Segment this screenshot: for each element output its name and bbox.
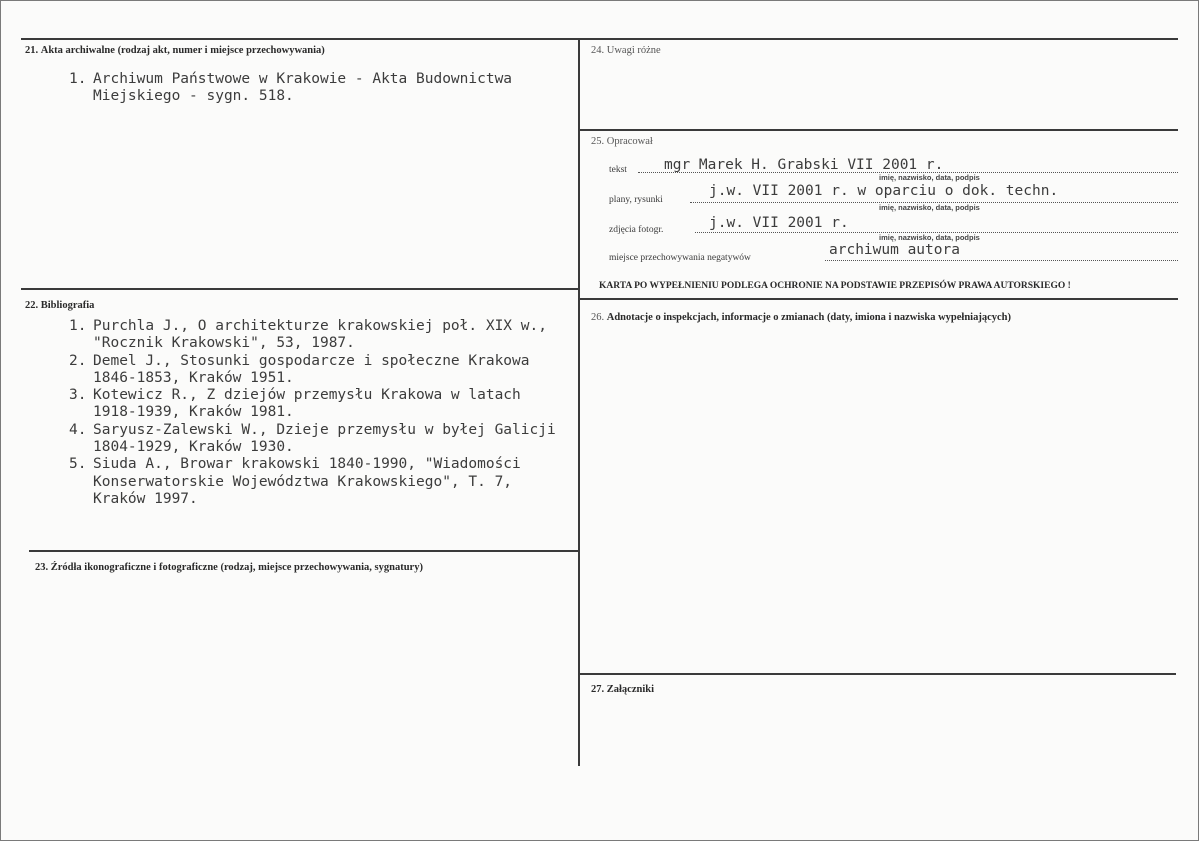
section-27-header [591,684,654,695]
section-24-title: Uwagi różne [606,45,661,56]
section-25-number: 25. [591,136,605,147]
rule-26-27 [580,673,1176,675]
plany-label: plany, rysunki [609,195,663,205]
archival-records-list [69,71,569,106]
tekst-value: mgr Marek H. Grabski VII 2001 r. [664,157,944,173]
list-item [69,456,574,508]
section-26-hint: (daty, imiona i nazwiska wypełniających) [826,312,1011,323]
negatywy-label: miejsce przechowywania negatywów [609,253,751,263]
section-26-header [591,312,1011,323]
list-item [69,422,574,457]
list-item [69,387,574,422]
item-number: 5. [69,456,87,473]
list-item [69,71,569,106]
section-21-hint: (rodzaj akt, numer i miejsce przechowywania) [117,45,325,56]
zdjecia-value: j.w. VII 2001 r. [709,215,849,231]
plany-value: j.w. VII 2001 r. w oparciu o dok. techn. [709,183,1059,199]
item-text: Saryusz-Zalewski W., Dzieje przemysłu w byłej Galicji 1804-1929, Kraków 1930. [93,421,556,456]
item-text: Kotewicz R., Z dziejów przemysłu Krakowa w latach 1918-1939, Kraków 1981. [93,387,521,421]
section-22-title: Bibliografia [40,300,95,311]
rule-22-23 [29,550,578,552]
negatywy-dotted-line [825,260,1178,261]
item-text: Siuda A., Browar krakowski 1840-1990, "Wiadomości Konserwatorskie Województwa Krakowskiego", T. 7, Kraków 1997. [93,456,521,507]
item-text: Demel J., Stosunki gospodarcze i społeczne Krakowa 1846-1853, Kraków 1951. [93,352,530,386]
section-25-header [591,136,653,147]
list-item [69,318,574,353]
item-number: 1. [69,318,87,334]
zdjecia-sublabel: imię, nazwisko, data, podpis [879,233,980,242]
section-21-number: 21. [25,45,39,56]
item-text: Purchla J., O architekturze krakowskiej poł. XIX w., "Rocznik Krakowski", 53, 1987. [93,318,547,352]
zdjecia-label: zdjęcia fotogr. [609,225,664,235]
center-divider [578,38,580,766]
section-27-number: 27. [591,684,605,695]
bibliography-list [69,318,574,508]
section-24-header [591,45,661,56]
negatywy-value: archiwum autora [829,242,960,258]
section-24-number: 24. [591,45,605,56]
top-rule [21,38,1178,40]
section-23-hint: (rodzaj, miejsce przechowywania, sygnatury) [220,562,423,573]
rule-24-25 [580,129,1178,131]
item-text: Archiwum Państwowe w Krakowie - Akta Budownictwa Miejskiego - sygn. 518. [93,71,513,105]
section-21-title: Akta archiwalne [40,45,115,56]
item-number: 1. [69,71,87,87]
copyright-notice: KARTA PO WYPEŁNIENIU PODLEGA OCHRONIE NA PODSTAWIE PRZEPISÓW PRAWA AUTORSKIEGO ! [599,281,1071,291]
section-22-header [25,300,94,311]
section-22-number: 22. [25,300,39,311]
list-item [69,353,574,388]
section-23-number: 23. [35,562,49,573]
section-25-title: Opracował [606,136,653,147]
tekst-sublabel: imię, nazwisko, data, podpis [879,173,980,182]
section-23-title: Źródła ikonograficzne i fotograficzne [50,562,218,573]
tekst-label: tekst [609,165,627,175]
section-26-number: 26. [591,312,605,323]
item-number: 2. [69,352,87,369]
section-26-title: Adnotacje o inspekcjach, informacje o zmianach [606,312,825,323]
rule-25-26 [580,298,1178,300]
item-number: 4. [69,421,87,438]
item-number: 3. [69,387,87,404]
plany-sublabel: imię, nazwisko, data, podpis [879,203,980,212]
section-27-title: Załączniki [606,684,655,695]
section-21-header [25,45,325,56]
section-23-header [35,562,423,573]
rule-21-22 [21,288,578,290]
